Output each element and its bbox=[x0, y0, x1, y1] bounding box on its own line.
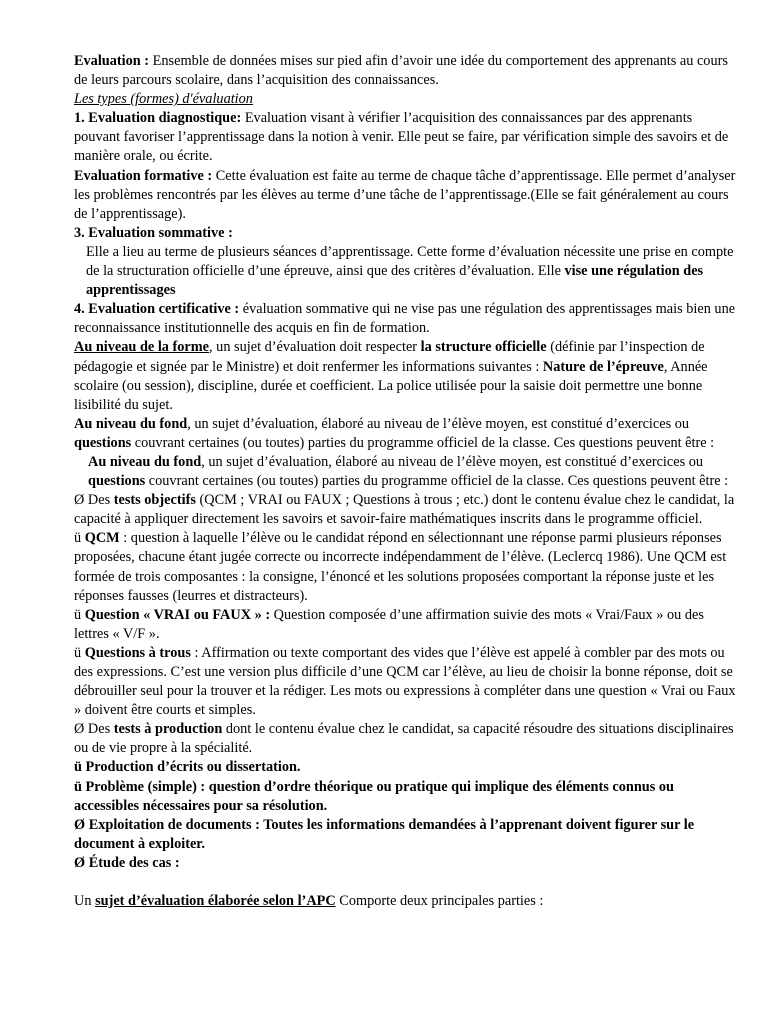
paragraph-text: (définie par l’inspection de pédagogie et signée par le Ministre) et doit renfermer les informations suivantes : bbox=[74, 339, 705, 375]
list-item-vrai-faux bbox=[74, 606, 740, 644]
term-label: Questions à trous bbox=[84, 644, 191, 661]
paragraph-text: Des bbox=[84, 492, 114, 509]
paragraph-text: Question composée d’une affirmation suivie des mots « Vrai/Faux » ou des lettres « V/F ». bbox=[74, 606, 704, 642]
paragraph-text: Exploitation de documents : Toutes les informations demandées à l’apprenant doivent figurer sur le document à exploiter. bbox=[74, 816, 695, 852]
paragraph-fond-repeat bbox=[74, 453, 740, 491]
arrow-bullet-icon: Ø bbox=[74, 854, 86, 871]
paragraph-text: , Année scolaire (ou session), discipline, durée et coefficient. La police utilisée pour la saisie doit permettre une bonne lisibilité du sujet. bbox=[74, 358, 708, 413]
paragraph-text: Elle a lieu au terme de plusieurs séances d’apprentissage. Cette forme d’évaluation nécessite une prise en compte de la structuration officielle d’une épreuve, ainsi que des critères d’évaluation. Elle bbox=[86, 243, 734, 280]
paragraph-evaluation-definition bbox=[74, 52, 740, 90]
bold-text: la structure officielle bbox=[420, 339, 547, 356]
paragraph-text: , un sujet d’évaluation doit respecter bbox=[209, 339, 421, 356]
paragraph-text: Evaluation visant à vérifier l’acquisition des connaissances par des apprenants pouvant favoriser l’apprentissage dans la notion à venir. Elle peut se faire, par vérification simple des savoirs et de manière orale, ou écrite. bbox=[74, 110, 729, 165]
paragraph-forme bbox=[74, 338, 740, 414]
bold-text: questions bbox=[88, 473, 146, 490]
paragraph-text: Comporte deux principales parties : bbox=[335, 893, 544, 910]
check-bullet-icon: ü bbox=[74, 606, 82, 623]
paragraph-sujet-apc bbox=[74, 892, 740, 911]
paragraph-text: : Affirmation ou texte comportant des vides que l’élève est appelé à combler par des mots ou des expressions. C’est une version plus difficile d’une QCM car l’élève, au lieu de choisir la bonne réponse, doit se débrouiller seul pour la trouver et la rédiger. Les mots ou expressions à compléter dans une question « Vrai ou Faux » doivent être courts et simples. bbox=[74, 644, 736, 719]
arrow-bullet-icon: Ø bbox=[74, 816, 86, 833]
check-bullet-icon: ü bbox=[74, 778, 82, 795]
blank-line bbox=[74, 873, 740, 892]
paragraph-fond bbox=[74, 415, 740, 453]
list-item-production-ecrits bbox=[74, 758, 740, 777]
paragraph-text: , un sujet d’évaluation, élaboré au niveau de l’élève moyen, est constitué d’exercices ou bbox=[187, 415, 690, 432]
paragraph-text: couvrant certaines (ou toutes) parties du programme officiel de la classe. Ces questions peuvent être : bbox=[145, 473, 729, 490]
check-bullet-icon: ü bbox=[74, 530, 82, 547]
term-label: sujet d’évaluation élaborée selon l’APC bbox=[95, 893, 336, 910]
list-item-questions-trous bbox=[74, 644, 740, 720]
arrow-bullet-icon: Ø bbox=[74, 721, 85, 738]
list-item-etude-cas bbox=[74, 854, 740, 873]
list-item-tests-objectifs bbox=[74, 491, 740, 529]
paragraph-text: évaluation sommative qui ne vise pas une régulation des apprentissages mais bien une reconnaissance institutionnelle des acquis en fin de formation. bbox=[74, 301, 736, 337]
term-label: QCM bbox=[84, 530, 120, 547]
document-body bbox=[74, 52, 740, 911]
list-item-probleme bbox=[74, 778, 740, 816]
paragraph-text: Étude des cas : bbox=[88, 854, 180, 871]
term-label: Question « VRAI ou FAUX » : bbox=[84, 606, 271, 623]
list-item-exploitation-documents bbox=[74, 816, 740, 854]
check-bullet-icon: ü bbox=[74, 759, 82, 776]
check-bullet-icon: ü bbox=[74, 644, 82, 661]
term-label: Au niveau du fond bbox=[74, 415, 188, 432]
term-label: Au niveau de la forme bbox=[74, 339, 210, 356]
heading-sommative: 3. Evaluation sommative : bbox=[74, 224, 233, 241]
paragraph-certificative bbox=[74, 300, 740, 338]
term-label: tests à production bbox=[113, 721, 223, 738]
paragraph-text: Ensemble de données mises sur pied afin d’avoir une idée du comportement des apprenants au cours de leurs parcours scolaire, dans l’acquisition des connaissances. bbox=[74, 53, 728, 89]
term-label: Evaluation : bbox=[74, 53, 150, 69]
paragraph-text: , un sujet d’évaluation, élaboré au niveau de l’élève moyen, est constitué d’exercices ou bbox=[201, 453, 704, 470]
bold-text: questions bbox=[74, 434, 132, 451]
paragraph-sommative bbox=[74, 243, 740, 300]
paragraph-text: (QCM ; VRAI ou FAUX ; Questions à trous ; etc.) dont le contenu évalue chez le candidat, la capacité à appliquer directement les savoirs et savoir-faire mathématiques inscrits dans le programme officiel. bbox=[74, 492, 735, 528]
section-heading-types: Les types (formes) d'évaluation bbox=[74, 91, 253, 108]
paragraph-diagnostic bbox=[74, 109, 740, 166]
bold-text: tests objectifs bbox=[113, 492, 196, 509]
paragraph-formative bbox=[74, 167, 740, 224]
list-item-tests-production bbox=[74, 720, 740, 758]
bold-text: vise une régulation des apprentissages bbox=[86, 263, 704, 299]
paragraph-text: dont le contenu évalue chez le candidat, sa capacité résoudre des situations disciplinaires ou de vie propre à la spécialité. bbox=[74, 721, 734, 757]
term-label: 4. Evaluation certificative : bbox=[74, 301, 240, 318]
paragraph-text: Production d’écrits ou dissertation. bbox=[85, 759, 301, 776]
paragraph-text: couvrant certaines (ou toutes) parties du programme officiel de la classe. Ces questions peuvent être : bbox=[131, 434, 715, 451]
paragraph-text: Cette évaluation est faite au terme de chaque tâche d’apprentissage. Elle permet d’analyser les problèmes rencontrés par les élèves au terme d’une tâche de l’apprentissage.(Elle se fait généralement au cours de l’apprentissage). bbox=[74, 167, 736, 222]
term-label: Evaluation formative : bbox=[74, 167, 213, 184]
arrow-bullet-icon: Ø bbox=[74, 492, 85, 509]
list-item-qcm bbox=[74, 529, 740, 605]
paragraph-text: : question à laquelle l’élève ou le candidat répond en sélectionnant une réponse parmi plusieurs réponses proposées, chacune étant jugée correcte ou incorrecte indépendamment de l’élève. (Leclercq 1986). Une QCM est formée de trois composantes : la consigne, l’énoncé et les solutions proposées comportant la réponse juste et les réponses fausses (leurres et distracteurs). bbox=[74, 530, 727, 604]
term-label: Au niveau du fond bbox=[88, 453, 202, 470]
paragraph-text: Des bbox=[84, 721, 114, 738]
term-label: 1. Evaluation diagnostique: bbox=[74, 110, 242, 127]
paragraph-text: Problème (simple) : question d’ordre théorique ou pratique qui implique des éléments connus ou accessibles nécessaires pour sa résolution. bbox=[74, 778, 674, 814]
bold-text: Nature de l’épreuve bbox=[542, 358, 664, 375]
paragraph-text: Un bbox=[74, 893, 96, 910]
